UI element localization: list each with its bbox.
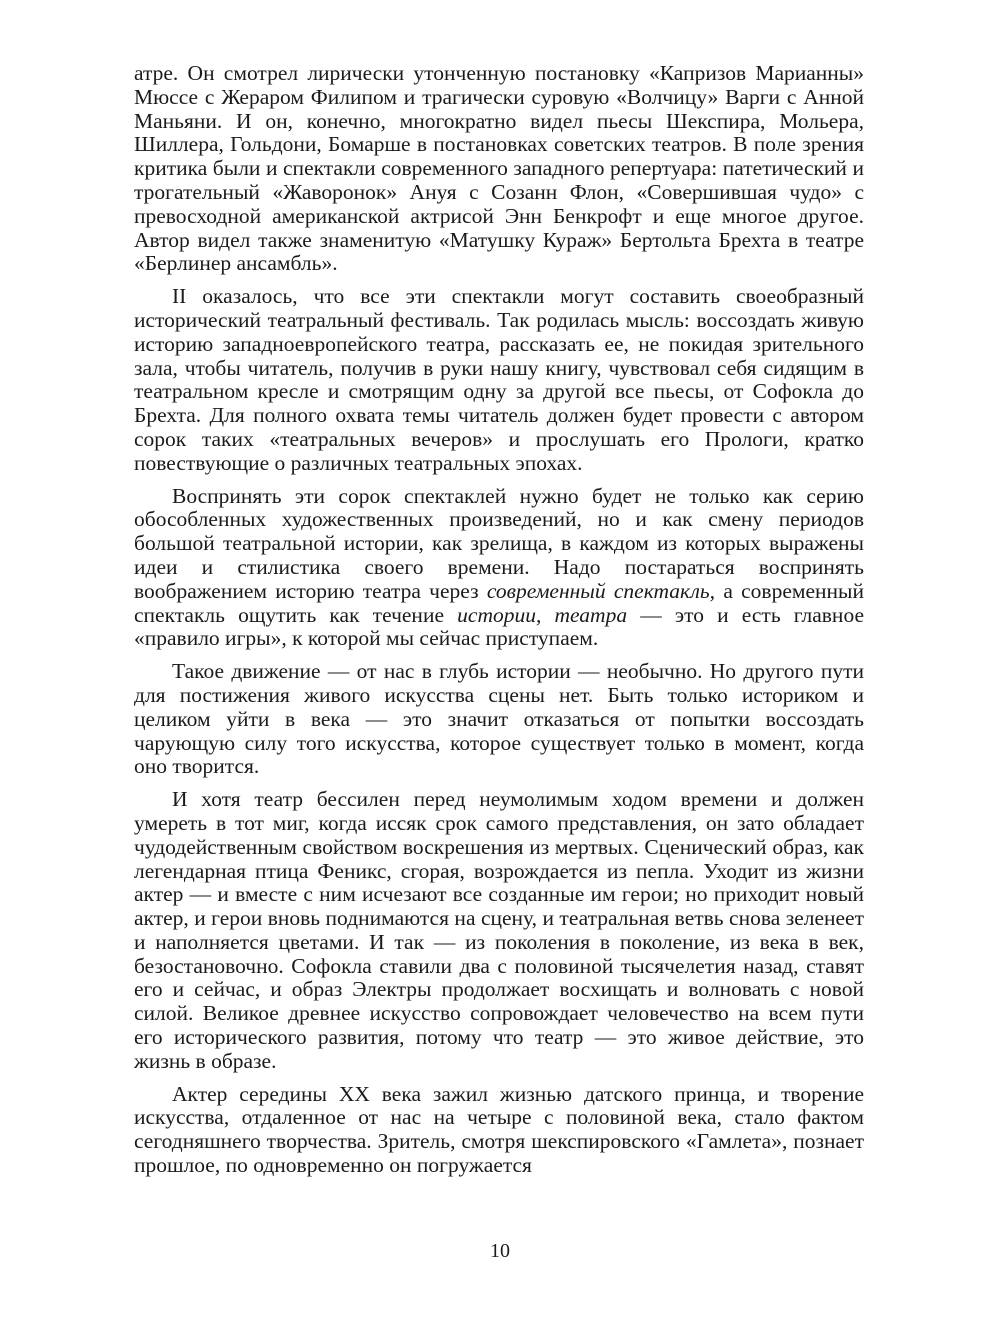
paragraph-4 [134, 660, 864, 779]
paragraph-3 [134, 485, 864, 652]
paragraph-3-italic-b: истории, театра [457, 602, 628, 627]
paragraph-2-text: II оказалось, что все эти спектакли могут составить своеобразный исторический театральный фестиваль. Так родилась мысль: воссоздать живую историю западноевропейского театра, рассказать ее, не покидая зрительного зала, чтобы читатель, получив в руки нашу книгу, чувствовал себя сидящим в театральном кресле и смотрящим одну за другой все пьесы, от Софокла до Брехта. Для полного охвата темы читатель должен будет провести с автором сорок таких «театральных вечеров» и прослушать его Прологи, кратко повествующие о различных театральных эпохах. [134, 284, 864, 475]
paragraph-2 [134, 285, 864, 475]
paragraph-3-italic-a: современный спектакль, [486, 578, 716, 603]
page-body [134, 62, 864, 1187]
paragraph-1 [134, 62, 864, 276]
paragraph-1-text: атре. Он смотрел лирически утонченную постановку «Капризов Марианны» Мюссе с Жераром Филипом и трагически суровую «Волчицу» Варги с Анной Маньяни. И он, конечно, многократно видел пьесы Шекспира, Мольера, Шиллера, Гольдони, Бомарше в постановках советских театров. В поле зрения критика были и спектакли современного западного репертуара: патетический и трогательный «Жаворонок» Ануя с Созанн Флон, «Совершившая чудо» с превосходной американской актрисой Энн Бенкрофт и еще многое другое. Автор видел также знаменитую «Матушку Кураж» Бертольта Брехта в театре «Берлинер ансамбль». [134, 61, 864, 276]
paragraph-4-text: Такое движение — от нас в глубь истории — необычно. Но другого пути для постижения живого искусства сцены нет. Быть только историком и целиком уйти в века — это значит отказаться от попытки воссоздать чарующую силу того искусства, которое существует только в момент, когда оно творится. [134, 659, 864, 779]
paragraph-5-text: И хотя театр бессилен перед неумолимым ходом времени и должен умереть в тот миг, когда иссяк срок самого представления, он зато обладает чудодейственным свойством воскрешения из мертвых. Сценический образ, как легендарная птица Феникс, сгорая, возрождается из пепла. Уходит из жизни актер — и вместе с ним исчезают все созданные им герои; но приходит новый актер, и герои вновь поднимаются на сцену, и театральная ветвь снова зеленеет и наполняется цветами. И так — из поколения в поколение, из века в век, безостановочно. Софокла ставили два с половиной тысячелетия назад, ставят его и сейчас, и образ Электры продолжает восхищать и волновать с новой силой. Великое древнее искусство сопровождает человечество на всем пути его исторического развития, потому что театр — это живое действие, это жизнь в образе. [134, 787, 864, 1073]
page-number: 10 [490, 1240, 510, 1262]
paragraph-6 [134, 1083, 864, 1178]
paragraph-5 [134, 788, 864, 1074]
paragraph-6-text: Актер середины XX века зажил жизнью датского принца, и творение искусства, отдаленное от нас на четыре с половиной века, стало фактом сегодняшнего творчества. Зритель, смотря шекспировского «Гамлета», познает прошлое, по одновременно он погружается [134, 1081, 864, 1178]
paragraph-3-text-b: а современный спектакль ощутить как течение [134, 578, 864, 627]
paragraph-3-text-c: — это и есть главное «правило игры», к которой мы сейчас приступаем. [134, 602, 864, 651]
paragraph-3-text-a: Воспринять эти сорок спектаклей нужно будет не только как серию обособленных художественных произведений, но и как смену периодов большой театральной истории, как зрелища, в каждом из которых выражены идеи и стилистика своего времени. Надо постараться воспринять воображением историю театра через [134, 483, 864, 603]
